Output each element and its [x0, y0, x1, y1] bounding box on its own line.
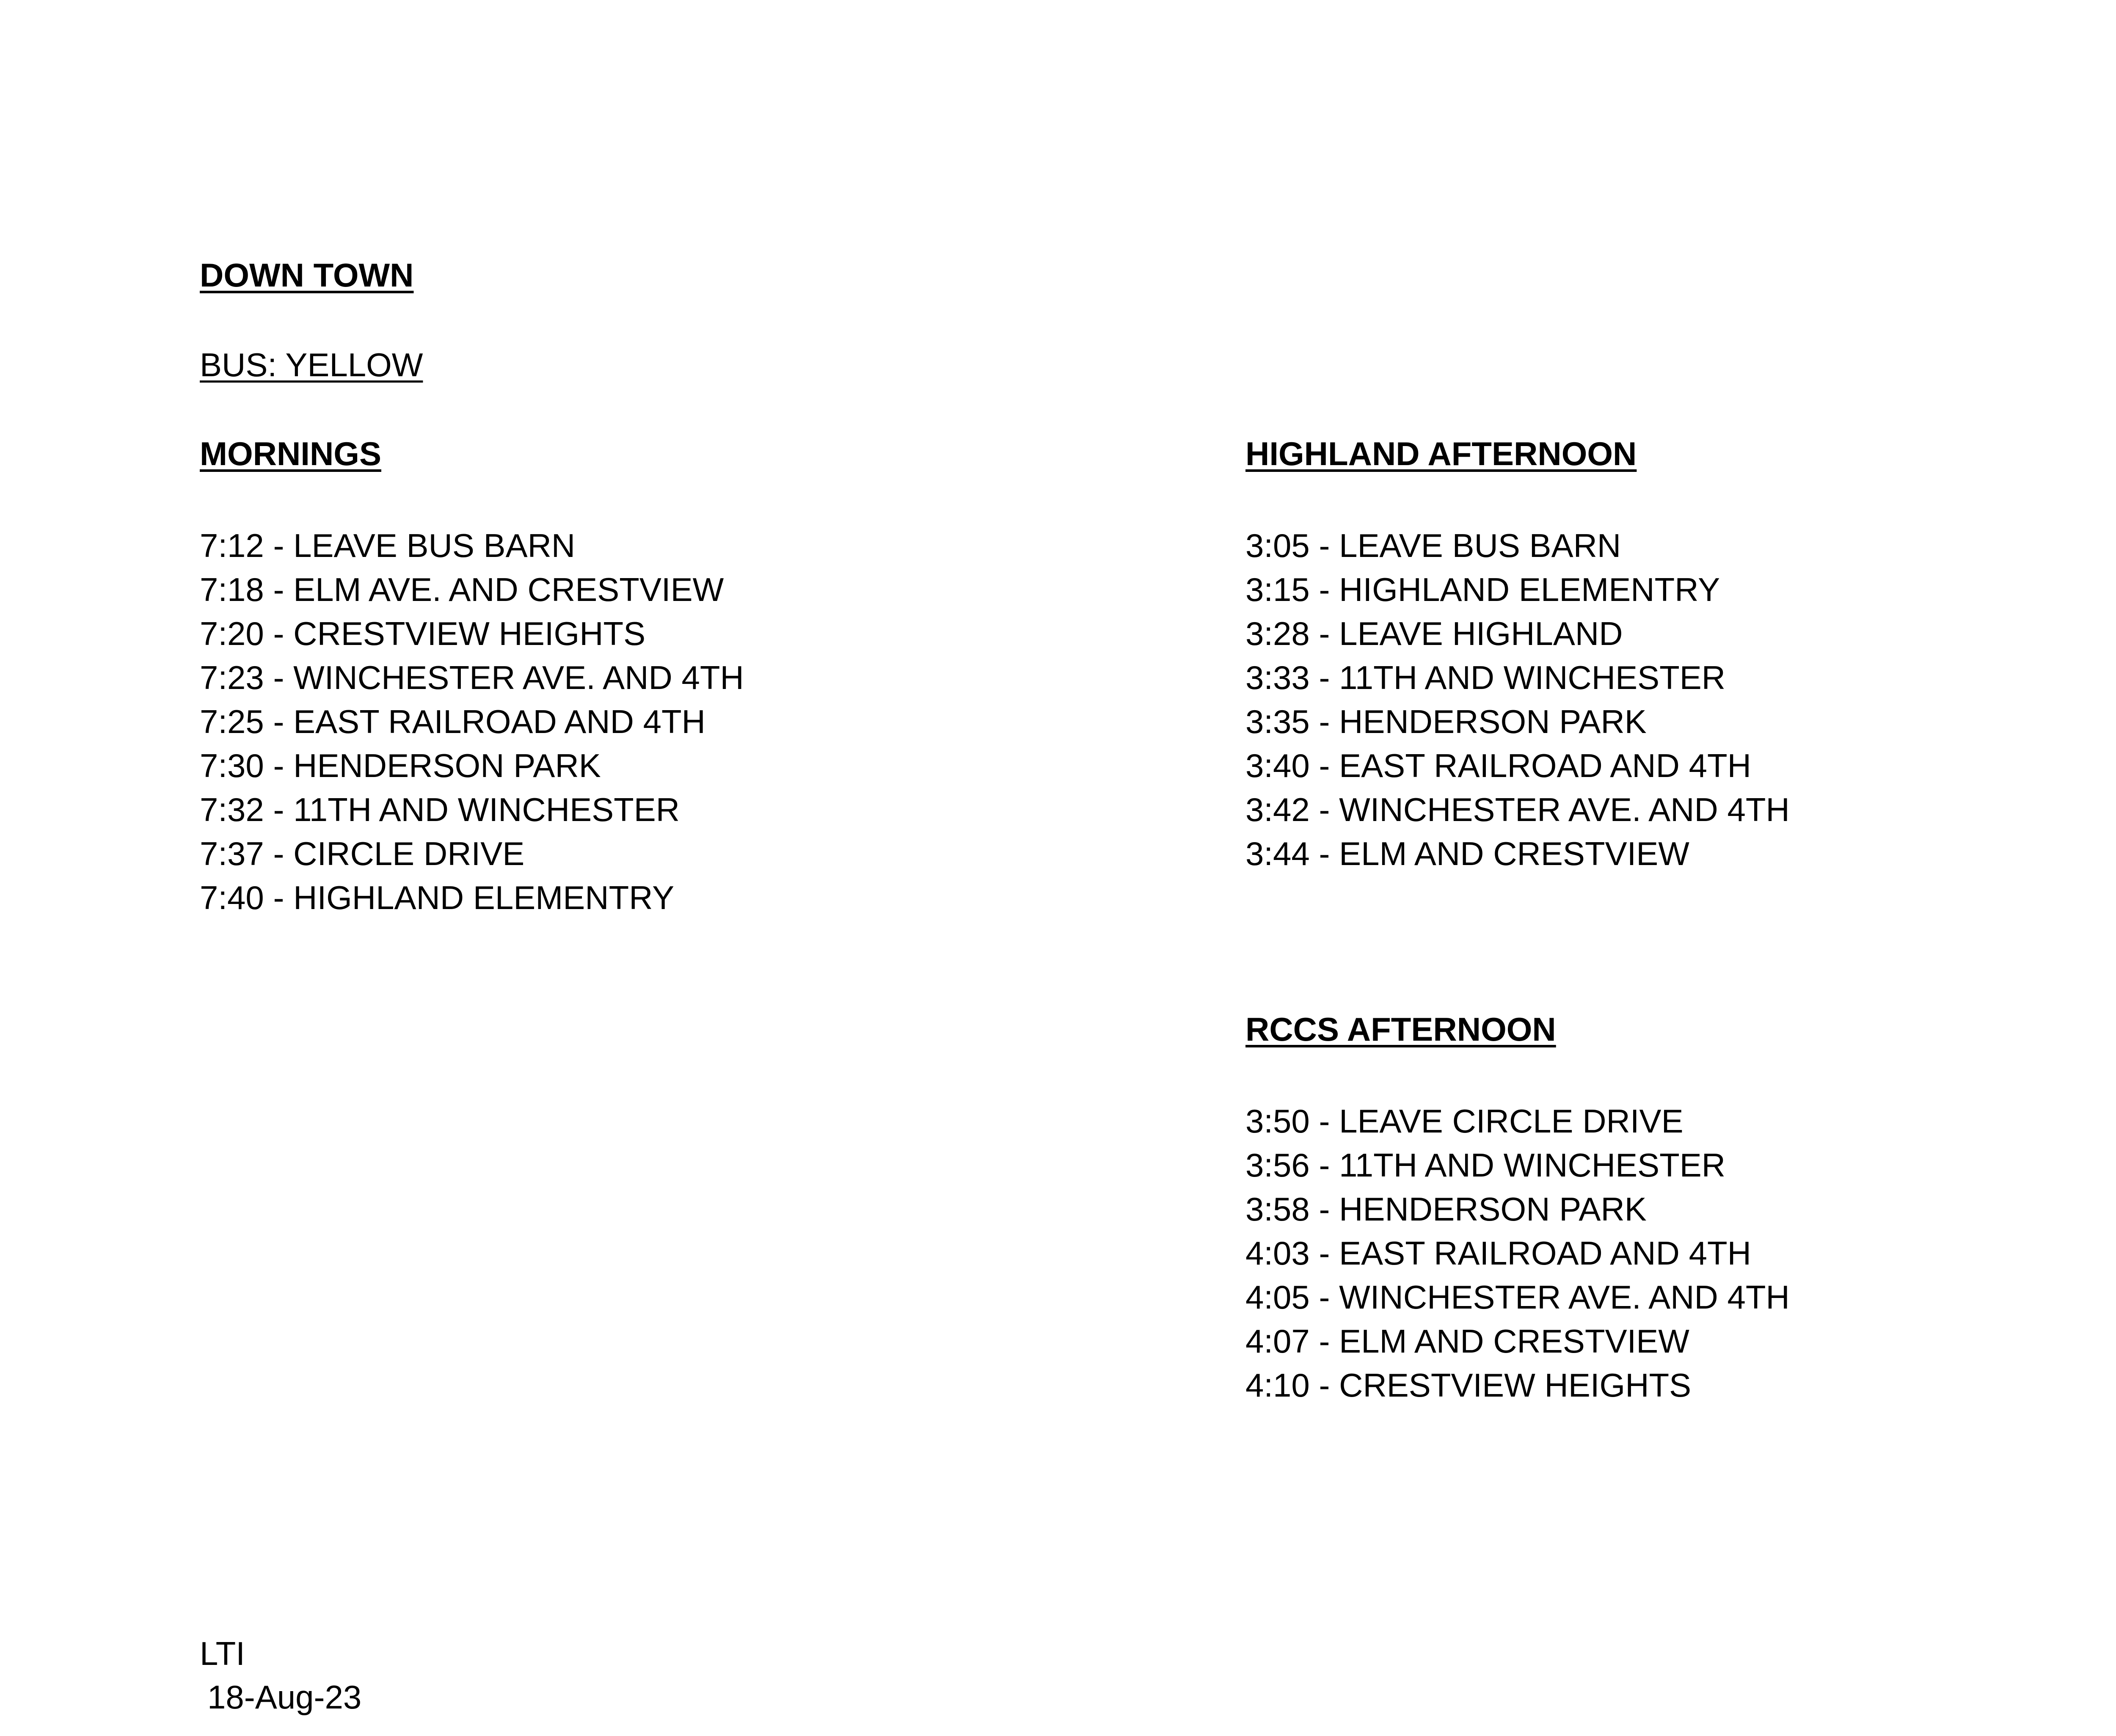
- highland-afternoon-stop-list: [1245, 524, 1790, 876]
- list-item: 7:32 - 11TH AND WINCHESTER: [200, 791, 680, 828]
- rccs-afternoon-heading: RCCS AFTERNOON: [1245, 1011, 1556, 1048]
- list-item: 4:05 - WINCHESTER AVE. AND 4TH: [1245, 1279, 1790, 1316]
- footer-date: 18-Aug-23: [207, 1678, 362, 1716]
- list-item: 7:18 - ELM AVE. AND CRESTVIEW: [200, 571, 724, 608]
- list-item: 4:07 - ELM AND CRESTVIEW: [1245, 1323, 1689, 1360]
- footer-org: LTI: [200, 1635, 245, 1672]
- list-item: 3:42 - WINCHESTER AVE. AND 4TH: [1245, 791, 1790, 828]
- mornings-stop-list: [200, 524, 744, 920]
- list-item: 3:50 - LEAVE CIRCLE DRIVE: [1245, 1102, 1683, 1140]
- list-item: 4:03 - EAST RAILROAD AND 4TH: [1245, 1234, 1751, 1272]
- list-item: 3:15 - HIGHLAND ELEMENTRY: [1245, 571, 1720, 608]
- list-item: 3:56 - 11TH AND WINCHESTER: [1245, 1146, 1726, 1184]
- list-item: 7:25 - EAST RAILROAD AND 4TH: [200, 703, 705, 740]
- highland-afternoon-heading: HIGHLAND AFTERNOON: [1245, 435, 1637, 472]
- list-item: 3:33 - 11TH AND WINCHESTER: [1245, 659, 1726, 696]
- list-item: 3:58 - HENDERSON PARK: [1245, 1190, 1647, 1228]
- list-item: 7:23 - WINCHESTER AVE. AND 4TH: [200, 659, 744, 696]
- list-item: 3:28 - LEAVE HIGHLAND: [1245, 615, 1623, 652]
- mornings-heading: MORNINGS: [200, 435, 381, 472]
- list-item: 3:05 - LEAVE BUS BARN: [1245, 527, 1621, 564]
- list-item: 7:20 - CRESTVIEW HEIGHTS: [200, 615, 646, 652]
- list-item: 3:44 - ELM AND CRESTVIEW: [1245, 835, 1689, 872]
- list-item: 3:35 - HENDERSON PARK: [1245, 703, 1647, 740]
- route-title: DOWN TOWN: [200, 256, 414, 294]
- rccs-afternoon-stop-list: [1245, 1099, 1790, 1407]
- list-item: 7:37 - CIRCLE DRIVE: [200, 835, 525, 872]
- bus-color: BUS: YELLOW: [200, 346, 423, 383]
- list-item: 7:40 - HIGHLAND ELEMENTRY: [200, 879, 675, 916]
- list-item: 4:10 - CRESTVIEW HEIGHTS: [1245, 1367, 1692, 1404]
- list-item: 3:40 - EAST RAILROAD AND 4TH: [1245, 747, 1751, 784]
- list-item: 7:30 - HENDERSON PARK: [200, 747, 601, 784]
- list-item: 7:12 - LEAVE BUS BARN: [200, 527, 576, 564]
